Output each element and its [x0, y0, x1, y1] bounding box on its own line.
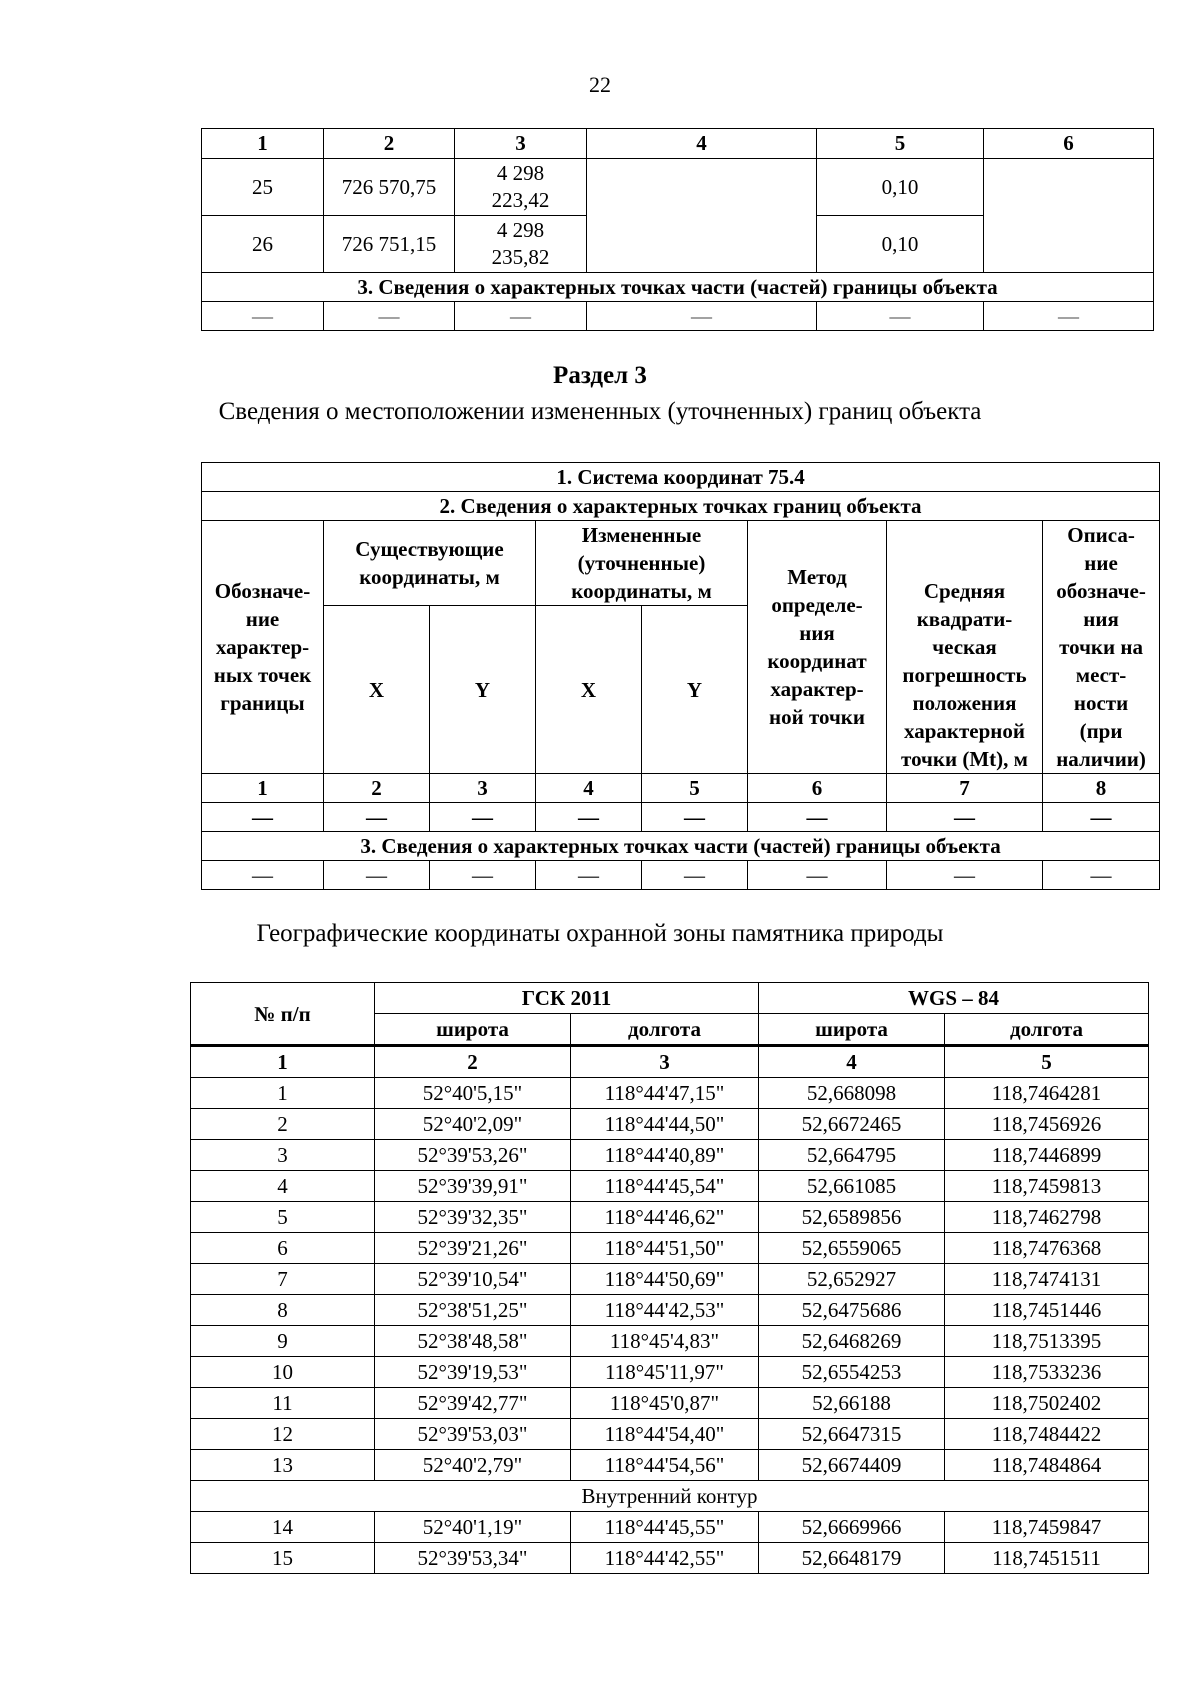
- table-row: [191, 1326, 1149, 1357]
- wgs-longitude: 118,7474131: [945, 1264, 1149, 1295]
- header-line: Метод: [787, 565, 847, 589]
- point-number: 8: [191, 1295, 375, 1326]
- header-cell: 6: [984, 129, 1154, 159]
- geo-coordinates-table: [190, 982, 1149, 1574]
- coordinate-y-line1: 4 298: [496, 161, 545, 185]
- header-cell: 2: [324, 129, 455, 159]
- header-cell: 4: [587, 129, 817, 159]
- boundary-points-table: [201, 128, 1154, 331]
- header-line: ния: [1083, 607, 1119, 631]
- coordinate-y-line2: 235,82: [491, 245, 550, 269]
- wgs-latitude: 52,661085: [759, 1171, 945, 1202]
- header-line: координаты, м: [571, 579, 712, 603]
- gsk-longitude: 118°44'42,53": [571, 1295, 759, 1326]
- gsk-longitude: 118°44'44,50": [571, 1109, 759, 1140]
- gsk-longitude: 118°44'51,50": [571, 1233, 759, 1264]
- section-title: Раздел 3: [553, 362, 647, 389]
- header-line: координат: [767, 649, 867, 673]
- wgs-longitude: 118,7451446: [945, 1295, 1149, 1326]
- coordinate-x: 726 751,15: [324, 216, 455, 273]
- wgs-longitude: 118,7484864: [945, 1450, 1149, 1481]
- y-header: Y: [430, 606, 536, 774]
- wgs-longitude: 118,7513395: [945, 1326, 1149, 1357]
- header-line: наличии): [1056, 747, 1146, 771]
- table-row: [191, 1419, 1149, 1450]
- column-number: 4: [759, 1046, 945, 1078]
- column-number: 3: [571, 1046, 759, 1078]
- wgs-latitude: 52,652927: [759, 1264, 945, 1295]
- table-row: [191, 1171, 1149, 1202]
- gsk-latitude: 52°40'2,79": [375, 1450, 571, 1481]
- wgs-latitude: 52,6648179: [759, 1543, 945, 1574]
- wgs-latitude: 52,6669966: [759, 1512, 945, 1543]
- point-number: 1: [191, 1078, 375, 1109]
- column-number: 3: [430, 774, 536, 803]
- wgs-longitude: 118,7464281: [945, 1078, 1149, 1109]
- wgs-header: WGS – 84: [759, 983, 1149, 1014]
- gsk-latitude: 52°39'21,26": [375, 1233, 571, 1264]
- table-row: [191, 1140, 1149, 1171]
- coord-system: 1. Система координат 75.4: [202, 463, 1160, 492]
- coordinate-y: [455, 159, 587, 216]
- header-line: ния: [799, 621, 835, 645]
- dash-cell: —: [887, 861, 1043, 890]
- changed-boundaries-table: [201, 462, 1160, 890]
- table-row: [191, 1388, 1149, 1419]
- wgs-longitude: 118,7462798: [945, 1202, 1149, 1233]
- point-number: 26: [202, 216, 324, 273]
- inner-contour-label: Внутренний контур: [191, 1481, 1149, 1512]
- header-line: характер-: [770, 677, 864, 701]
- wgs-longitude: 118,7459813: [945, 1171, 1149, 1202]
- point-number: 7: [191, 1264, 375, 1295]
- point-number: 11: [191, 1388, 375, 1419]
- coordinate-x: 726 570,75: [324, 159, 455, 216]
- section-label-row: [202, 273, 1154, 302]
- column-number: 7: [887, 774, 1043, 803]
- wgs-latitude: 52,6674409: [759, 1450, 945, 1481]
- accuracy-value: 0,10: [817, 216, 984, 273]
- num-header: № п/п: [191, 983, 375, 1046]
- dash-cell: —: [536, 861, 642, 890]
- column-number: 4: [536, 774, 642, 803]
- header-line: ных точек: [213, 663, 312, 687]
- dash-row: [202, 861, 1160, 890]
- geo-header-row: [191, 983, 1149, 1014]
- parts-label: 3. Сведения о характерных точках части (частей) границы объекта: [202, 832, 1160, 861]
- header-line: Обозначе-: [214, 579, 311, 603]
- wgs-latitude: 52,6672465: [759, 1109, 945, 1140]
- wgs-latitude: 52,668098: [759, 1078, 945, 1109]
- column-number: 6: [748, 774, 887, 803]
- wgs-longitude: 118,7456926: [945, 1109, 1149, 1140]
- dash-cell: —: [1043, 861, 1160, 890]
- header-row: [202, 521, 1160, 606]
- gsk-latitude: 52°39'53,34": [375, 1543, 571, 1574]
- coordinate-y: [455, 216, 587, 273]
- header-cell: 3: [455, 129, 587, 159]
- wgs-longitude: 118,7533236: [945, 1357, 1149, 1388]
- point-number: 6: [191, 1233, 375, 1264]
- gsk-latitude: 52°38'48,58": [375, 1326, 571, 1357]
- header-line: Средняя: [923, 579, 1006, 603]
- wgs-latitude: 52,66188: [759, 1388, 945, 1419]
- dash-cell: —: [324, 302, 455, 331]
- table-row: [191, 1202, 1149, 1233]
- dash-cell: —: [202, 803, 324, 832]
- gsk-latitude: 52°39'53,26": [375, 1140, 571, 1171]
- header-line: мест-: [1075, 663, 1127, 687]
- empty-cell: [587, 159, 817, 273]
- column-number: 1: [191, 1046, 375, 1078]
- section-label: 3. Сведения о характерных точках части (частей) границы объекта: [202, 273, 1154, 302]
- point-number: 14: [191, 1512, 375, 1543]
- table-row: [191, 1450, 1149, 1481]
- table-row: [191, 1357, 1149, 1388]
- header-line: погрешность: [902, 663, 1027, 687]
- gsk-longitude: 118°44'54,40": [571, 1419, 759, 1450]
- gsk-latitude: 52°39'10,54": [375, 1264, 571, 1295]
- dash-cell: —: [587, 302, 817, 331]
- table-row: [191, 1233, 1149, 1264]
- point-number: 4: [191, 1171, 375, 1202]
- dash-row: [202, 302, 1154, 331]
- gsk-latitude: 52°39'39,91": [375, 1171, 571, 1202]
- gsk-latitude: 52°39'32,35": [375, 1202, 571, 1233]
- header-line: границы: [220, 691, 305, 715]
- dash-cell: —: [324, 803, 430, 832]
- lon-header: долгота: [945, 1014, 1149, 1046]
- points-label-row: [202, 492, 1160, 521]
- designation-header: [202, 521, 324, 774]
- empty-cell: [984, 159, 1154, 273]
- table-header-row: [202, 129, 1154, 159]
- dash-cell: —: [536, 803, 642, 832]
- wgs-longitude: 118,7459847: [945, 1512, 1149, 1543]
- number-row: [202, 774, 1160, 803]
- coord-system-row: [202, 463, 1160, 492]
- table-row: [191, 1109, 1149, 1140]
- dash-cell: —: [642, 861, 748, 890]
- gsk-longitude: 118°44'54,56": [571, 1450, 759, 1481]
- table-row: [191, 1264, 1149, 1295]
- gsk-latitude: 52°40'1,19": [375, 1512, 571, 1543]
- dash-cell: —: [324, 861, 430, 890]
- geo-number-row: [191, 1046, 1149, 1078]
- point-number: 9: [191, 1326, 375, 1357]
- error-header: [887, 521, 1043, 774]
- point-number: 15: [191, 1543, 375, 1574]
- dash-cell: —: [202, 861, 324, 890]
- dash-cell: —: [455, 302, 587, 331]
- table-row: [202, 159, 1154, 216]
- column-number: 1: [202, 774, 324, 803]
- geo-title: Географические координаты охранной зоны памятника природы: [256, 920, 944, 947]
- dash-cell: —: [642, 803, 748, 832]
- header-line: ности: [1073, 691, 1129, 715]
- point-number: 2: [191, 1109, 375, 1140]
- wgs-latitude: 52,6647315: [759, 1419, 945, 1450]
- dash-cell: —: [748, 803, 887, 832]
- wgs-latitude: 52,6554253: [759, 1357, 945, 1388]
- header-line: (при: [1079, 719, 1123, 743]
- parts-label-row: [202, 832, 1160, 861]
- table-row: [191, 1295, 1149, 1326]
- gsk-longitude: 118°45'0,87": [571, 1388, 759, 1419]
- dash-row: [202, 803, 1160, 832]
- lat-header: широта: [759, 1014, 945, 1046]
- header-cell: 1: [202, 129, 324, 159]
- wgs-longitude: 118,7476368: [945, 1233, 1149, 1264]
- gsk-longitude: 118°44'40,89": [571, 1140, 759, 1171]
- wgs-longitude: 118,7484422: [945, 1419, 1149, 1450]
- table-row: [191, 1078, 1149, 1109]
- dash-cell: —: [1043, 803, 1160, 832]
- header-line: характер-: [215, 635, 310, 659]
- wgs-longitude: 118,7451511: [945, 1543, 1149, 1574]
- gsk-longitude: 118°44'45,55": [571, 1512, 759, 1543]
- gsk-longitude: 118°44'45,54": [571, 1171, 759, 1202]
- column-number: 5: [642, 774, 748, 803]
- column-number: 2: [375, 1046, 571, 1078]
- header-line: Описа-: [1067, 523, 1135, 547]
- table-row: [191, 1512, 1149, 1543]
- dash-cell: —: [887, 803, 1043, 832]
- point-number: 13: [191, 1450, 375, 1481]
- coordinate-y-line1: 4 298: [496, 218, 545, 242]
- dash-cell: —: [984, 302, 1154, 331]
- wgs-latitude: 52,6559065: [759, 1233, 945, 1264]
- wgs-latitude: 52,6475686: [759, 1295, 945, 1326]
- changed-coords-header: [536, 521, 748, 606]
- lat-header: широта: [375, 1014, 571, 1046]
- point-number: 3: [191, 1140, 375, 1171]
- header-line: характерной: [903, 719, 1026, 743]
- header-line: определе-: [771, 593, 863, 617]
- dash-cell: —: [817, 302, 984, 331]
- method-header: [748, 521, 887, 774]
- gsk-longitude: 118°45'4,83": [571, 1326, 759, 1357]
- dash-cell: —: [430, 861, 536, 890]
- wgs-longitude: 118,7502402: [945, 1388, 1149, 1419]
- column-number: 8: [1043, 774, 1160, 803]
- column-number: 2: [324, 774, 430, 803]
- gsk-longitude: 118°44'47,15": [571, 1078, 759, 1109]
- wgs-latitude: 52,664795: [759, 1140, 945, 1171]
- wgs-latitude: 52,6589856: [759, 1202, 945, 1233]
- inner-contour-row: [191, 1481, 1149, 1512]
- header-line: точки (Mt), м: [901, 747, 1028, 771]
- header-line: квадрати-: [916, 607, 1013, 631]
- description-header: [1043, 521, 1160, 774]
- dash-cell: —: [202, 302, 324, 331]
- column-number: 5: [945, 1046, 1149, 1078]
- header-line: Измененные: [581, 523, 702, 547]
- accuracy-value: 0,10: [817, 159, 984, 216]
- page-number: 22: [589, 72, 611, 97]
- header-line: ческая: [932, 635, 997, 659]
- header-line: Существующие: [355, 537, 504, 561]
- wgs-longitude: 118,7446899: [945, 1140, 1149, 1171]
- table-row: [191, 1543, 1149, 1574]
- gsk-latitude: 52°38'51,25": [375, 1295, 571, 1326]
- gsk-longitude: 118°45'11,97": [571, 1357, 759, 1388]
- section-subtitle: Сведения о местоположении измененных (уточненных) границ объекта: [218, 398, 982, 425]
- point-number: 5: [191, 1202, 375, 1233]
- header-line: ние: [1084, 551, 1118, 575]
- header-line: ние: [245, 607, 280, 631]
- header-line: положения: [912, 691, 1017, 715]
- x-header: X: [324, 606, 430, 774]
- header-line: (уточненные): [577, 551, 706, 575]
- coordinate-y-line2: 223,42: [491, 188, 550, 212]
- dash-cell: —: [748, 861, 887, 890]
- header-line: точки на: [1059, 635, 1143, 659]
- header-line: координаты, м: [359, 565, 500, 589]
- point-number: 10: [191, 1357, 375, 1388]
- header-line: ной точки: [769, 705, 865, 729]
- gsk-longitude: 118°44'42,55": [571, 1543, 759, 1574]
- lon-header: долгота: [571, 1014, 759, 1046]
- gsk-latitude: 52°39'19,53": [375, 1357, 571, 1388]
- x-header: X: [536, 606, 642, 774]
- header-cell: 5: [817, 129, 984, 159]
- header-line: обозначе-: [1056, 579, 1146, 603]
- gsk-longitude: 118°44'50,69": [571, 1264, 759, 1295]
- gsk-latitude: 52°40'2,09": [375, 1109, 571, 1140]
- point-number: 12: [191, 1419, 375, 1450]
- dash-cell: —: [430, 803, 536, 832]
- points-label: 2. Сведения о характерных точках границ объекта: [202, 492, 1160, 521]
- point-number: 25: [202, 159, 324, 216]
- gsk-latitude: 52°39'53,03": [375, 1419, 571, 1450]
- y-header: Y: [642, 606, 748, 774]
- gsk-latitude: 52°39'42,77": [375, 1388, 571, 1419]
- wgs-latitude: 52,6468269: [759, 1326, 945, 1357]
- gsk-header: ГСК 2011: [375, 983, 759, 1014]
- existing-coords-header: [324, 521, 536, 606]
- gsk-latitude: 52°40'5,15": [375, 1078, 571, 1109]
- gsk-longitude: 118°44'46,62": [571, 1202, 759, 1233]
